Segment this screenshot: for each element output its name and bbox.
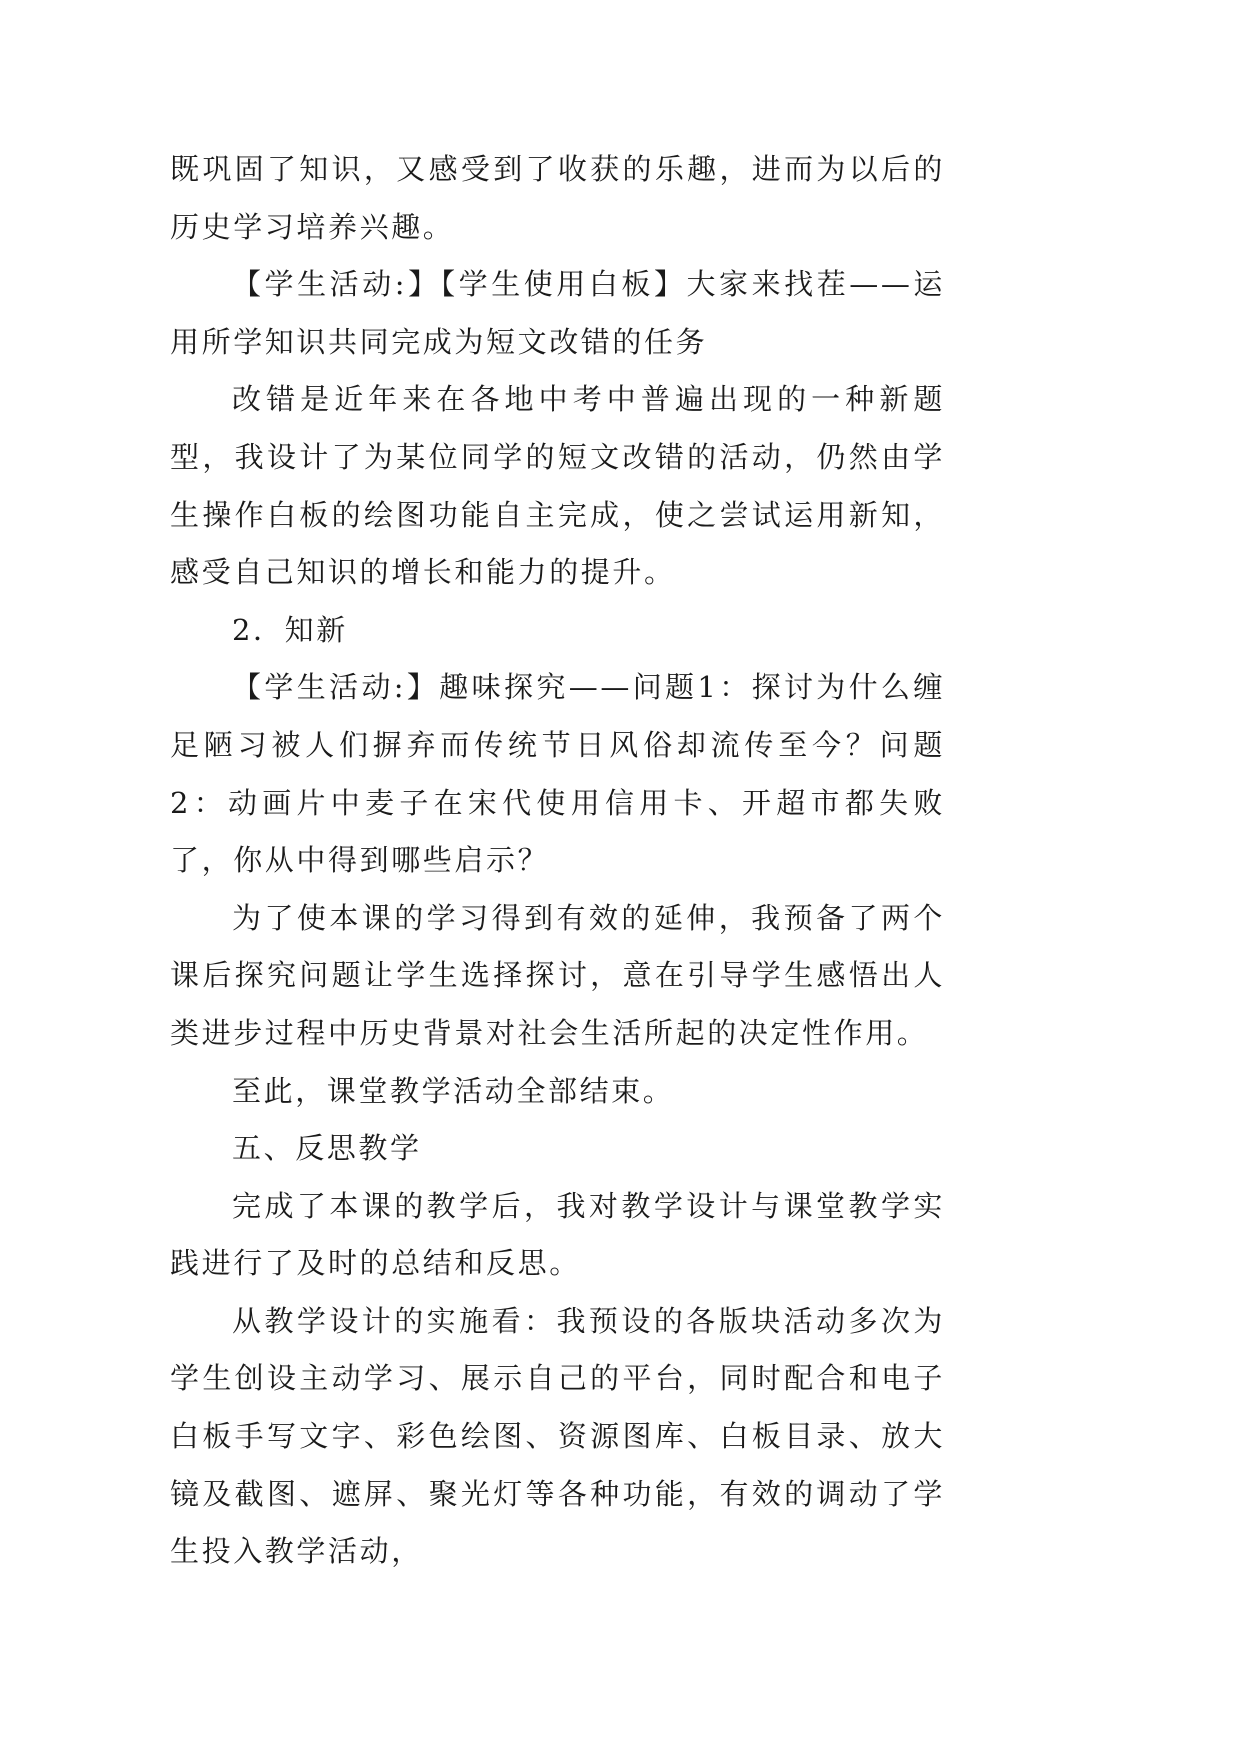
section-heading-zhixin: 2．知新 bbox=[232, 612, 348, 647]
paragraph-conclusion: 至此，课堂教学活动全部结束。 bbox=[232, 1073, 675, 1108]
paragraph-continuation: 既巩固了知识，又感受到了收获的乐趣，进而为以后的历史学习培养兴趣。 bbox=[170, 152, 945, 244]
paragraph-error-correction: 改错是近年来在各地中考中普遍出现的一种新题型，我设计了为某位同学的短文改错的活动，仍然由学生操作白板的绘图功能自主完成，使之尝试运用新知，感受自己知识的增长和能力的提升。 bbox=[170, 382, 945, 590]
paragraph-student-activity-inquiry: 【学生活动:】趣味探究——问题1：探讨为什么缠足陋习被人们摒弃而传统节日风俗却流传至今？问题2：动画片中麦子在宋代使用信用卡、开超市都失败了，你从中得到哪些启示？ bbox=[170, 670, 945, 878]
paragraph-extension: 为了使本课的学习得到有效的延伸，我预备了两个课后探究问题让学生选择探讨，意在引导学生感悟出人类进步过程中历史背景对社会生活所起的决定性作用。 bbox=[170, 900, 945, 1050]
paragraph-reflection-intro: 完成了本课的教学后，我对教学设计与课堂教学实践进行了及时的总结和反思。 bbox=[170, 1188, 945, 1281]
paragraph-student-activity-whiteboard: 【学生活动:】【学生使用白板】大家来找茬——运用所学知识共同完成为短文改错的任务 bbox=[170, 267, 945, 359]
section-heading-reflection: 五、反思教学 bbox=[232, 1131, 422, 1166]
paragraph-reflection-design: 从教学设计的实施看：我预设的各版块活动多次为学生创设主动学习、展示自己的平台，同时配合和电子白板手写文字、彩色绘图、资源图库、白板目录、放大镜及截图、遮屏、聚光灯等各种功能，有效的调动了学生投入教学活动， bbox=[170, 1303, 945, 1569]
document-body bbox=[170, 141, 945, 1581]
